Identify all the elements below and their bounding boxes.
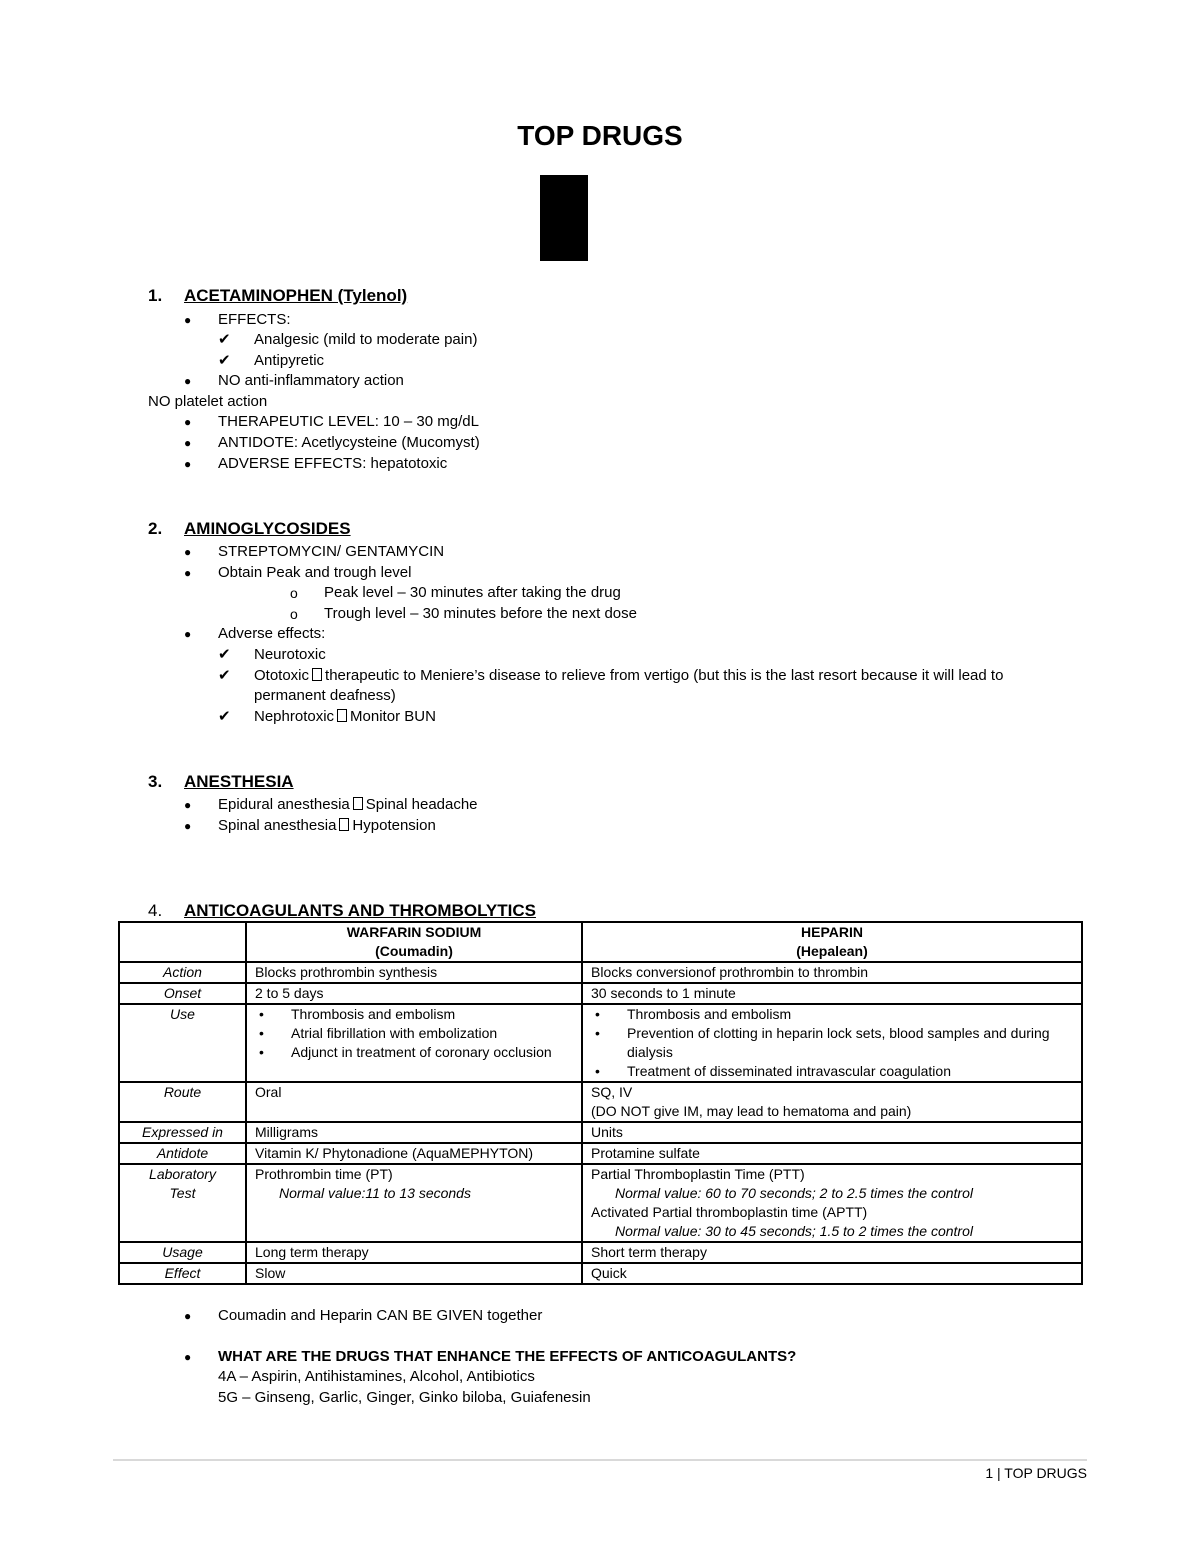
section-3-heading [148, 771, 294, 793]
list-item: EFFECTS: [218, 311, 291, 328]
list-item-text: Epidural anesthesia [218, 796, 350, 813]
table-row [119, 1122, 1082, 1143]
cell-line: Partial Thromboplastin Time (PTT) [591, 1166, 805, 1182]
table-header-warfarin [246, 922, 582, 962]
row-label: Expressed in [119, 1122, 246, 1143]
normal-value: Normal value: 60 to 70 seconds; 2 to 2.5 times the control [615, 1185, 973, 1201]
table-cell: 2 to 5 days [246, 983, 582, 1004]
table-cell: Units [582, 1122, 1082, 1143]
list-item: 4A – Aspirin, Antihistamines, Alcohol, Antibiotics [218, 1368, 535, 1385]
redacted-image-block [540, 175, 588, 261]
table-cell: Oral [246, 1082, 582, 1122]
table-row [119, 1004, 1082, 1082]
drug-brand: (Hepalean) [796, 943, 868, 959]
drug-brand: (Coumadin) [375, 943, 453, 959]
table-cell: Slow [246, 1263, 582, 1284]
cell-line: Prothrombin time (PT) [255, 1166, 393, 1182]
table-row [119, 983, 1082, 1004]
table-cell: Vitamin K/ Phytonadione (AquaMEPHYTON) [246, 1143, 582, 1164]
table-cell [582, 1082, 1082, 1122]
table-cell: Quick [582, 1263, 1082, 1284]
table-cell: Blocks prothrombin synthesis [246, 962, 582, 983]
list-item: Neurotoxic [254, 646, 326, 663]
normal-value: Normal value:11 to 13 seconds [279, 1185, 471, 1201]
arrow-icon [353, 797, 363, 810]
list-item: Adverse effects: [218, 625, 326, 642]
arrow-icon [337, 709, 347, 722]
row-label-line: Laboratory [149, 1166, 216, 1182]
page-title: TOP DRUGS [517, 120, 683, 151]
list-item: Trough level – 30 minutes before the next dose [324, 605, 637, 622]
list-item: • Thrombosis and embolism [255, 1005, 573, 1024]
list-item: WHAT ARE THE DRUGS THAT ENHANCE THE EFFECTS OF ANTICOAGULANTS? [218, 1348, 797, 1365]
bullet-icon: ● [184, 798, 192, 812]
section-title: ACETAMINOPHEN (Tylenol) [184, 286, 408, 305]
section-number: 1. [148, 286, 163, 305]
list-item: • Thrombosis and embolism [591, 1005, 1073, 1024]
table-cell: Blocks conversionof prothrombin to thrombin [582, 962, 1082, 983]
bullet-icon: ● [184, 313, 192, 327]
checkmark-icon: ✔ [218, 646, 231, 663]
table-header-heparin [582, 922, 1082, 962]
row-label: Onset [119, 983, 246, 1004]
table-cell: Protamine sulfate [582, 1143, 1082, 1164]
section-number: 2. [148, 519, 163, 538]
bullet-icon: ● [184, 1309, 192, 1323]
section-title: ANTICOAGULANTS AND THROMBOLYTICS [184, 901, 536, 920]
row-label: Antidote [119, 1143, 246, 1164]
list-item: • Treatment of disseminated intravascular coagulation [591, 1062, 1073, 1081]
list-item: NO anti-inflammatory action [218, 372, 404, 389]
table-cell [582, 1004, 1082, 1082]
normal-value: Normal value: 30 to 45 seconds; 1.5 to 2 times the control [615, 1223, 973, 1239]
table-cell: Long term therapy [246, 1242, 582, 1263]
anticoagulant-comparison-table [118, 921, 1083, 1285]
table-cell: Short term therapy [582, 1242, 1082, 1263]
checkmark-icon: ✔ [218, 352, 231, 369]
checkmark-icon: ✔ [218, 667, 231, 684]
list-item: Coumadin and Heparin CAN BE GIVEN together [218, 1307, 543, 1324]
list-item-continuation: permanent deafness) [254, 687, 396, 704]
checkmark-icon: ✔ [218, 331, 231, 348]
section-1-heading [148, 285, 407, 307]
bullet-icon: ● [184, 436, 192, 450]
arrow-icon [339, 818, 349, 831]
list-item-text: Monitor BUN [350, 708, 436, 725]
cell-line: Activated Partial thromboplastin time (APTT) [591, 1204, 868, 1220]
checkmark-icon: ✔ [218, 708, 231, 725]
table-row [119, 1263, 1082, 1284]
list-item [254, 707, 436, 727]
table-cell: 30 seconds to 1 minute [582, 983, 1082, 1004]
list-item: 5G – Ginseng, Garlic, Ginger, Ginko biloba, Guiafenesin [218, 1389, 591, 1406]
list-item-text: Nephrotoxic [254, 708, 335, 725]
bullet-icon: ● [184, 415, 192, 429]
row-label [119, 1164, 246, 1242]
circle-bullet-icon: o [290, 606, 298, 622]
section-title: ANESTHESIA [184, 772, 294, 791]
list-item: THERAPEUTIC LEVEL: 10 – 30 mg/dL [218, 413, 479, 430]
bullet-icon: ● [184, 627, 192, 641]
list-item [218, 795, 478, 815]
list-item: Peak level – 30 minutes after taking the drug [324, 584, 621, 601]
list-item: • Prevention of clotting in heparin lock sets, blood samples and during dialysis [591, 1024, 1073, 1062]
list-item-text: Ototoxic [254, 667, 310, 684]
table-row [119, 1242, 1082, 1263]
footer-divider [113, 1459, 1087, 1461]
section-4-heading [148, 900, 536, 922]
list-item: • Atrial fibrillation with embolization [255, 1024, 573, 1043]
table-row [119, 1164, 1082, 1242]
list-item [254, 666, 1003, 686]
table-cell: Milligrams [246, 1122, 582, 1143]
list-item: Antipyretic [254, 352, 325, 369]
section-2-heading [148, 518, 351, 540]
row-label: Route [119, 1082, 246, 1122]
section-number: 4. [148, 901, 163, 920]
table-cell [246, 1164, 582, 1242]
list-item-text: Spinal headache [365, 796, 478, 813]
list-item [218, 816, 436, 836]
list-item-text: Spinal anesthesia [218, 817, 337, 834]
table-cell [246, 1004, 582, 1082]
list-item: ANTIDOTE: Acetlycysteine (Mucomyst) [218, 434, 480, 451]
bullet-icon: ● [184, 457, 192, 471]
drug-name: HEPARIN [801, 924, 863, 940]
table-header-row [119, 922, 1082, 962]
list-item: ADVERSE EFFECTS: hepatotoxic [218, 455, 448, 472]
row-label: Action [119, 962, 246, 983]
bullet-icon: ● [184, 1350, 192, 1364]
row-label: Effect [119, 1263, 246, 1284]
table-row [119, 1082, 1082, 1122]
row-label-line: Test [169, 1185, 196, 1201]
row-label: Use [119, 1004, 246, 1082]
table-cell [582, 1164, 1082, 1242]
bullet-icon: ● [184, 545, 192, 559]
section-title: AMINOGLYCOSIDES [184, 519, 351, 538]
list-item: Analgesic (mild to moderate pain) [254, 331, 478, 348]
drug-name: WARFARIN SODIUM [346, 924, 482, 940]
list-item: NO platelet action [148, 393, 268, 410]
bullet-icon: ● [184, 566, 192, 580]
circle-bullet-icon: o [290, 585, 298, 601]
cell-line: (DO NOT give IM, may lead to hematoma and pain) [591, 1103, 912, 1119]
table-header-empty [119, 922, 246, 962]
arrow-icon [312, 668, 322, 681]
list-item: STREPTOMYCIN/ GENTAMYCIN [218, 543, 445, 560]
table-row [119, 962, 1082, 983]
list-item: Obtain Peak and trough level [218, 564, 412, 581]
list-item-text: therapeutic to Meniere’s disease to relieve from vertigo (but this is the last resort because it will lead to [325, 667, 1004, 684]
list-item: • Adjunct in treatment of coronary occlusion [255, 1043, 573, 1062]
list-item-text: Hypotension [352, 817, 436, 834]
page-footer: 1 | TOP DRUGS [985, 1465, 1087, 1481]
table-row [119, 1143, 1082, 1164]
cell-line: SQ, IV [591, 1084, 633, 1100]
bullet-icon: ● [184, 374, 192, 388]
bullet-icon: ● [184, 819, 192, 833]
row-label: Usage [119, 1242, 246, 1263]
section-number: 3. [148, 772, 163, 791]
